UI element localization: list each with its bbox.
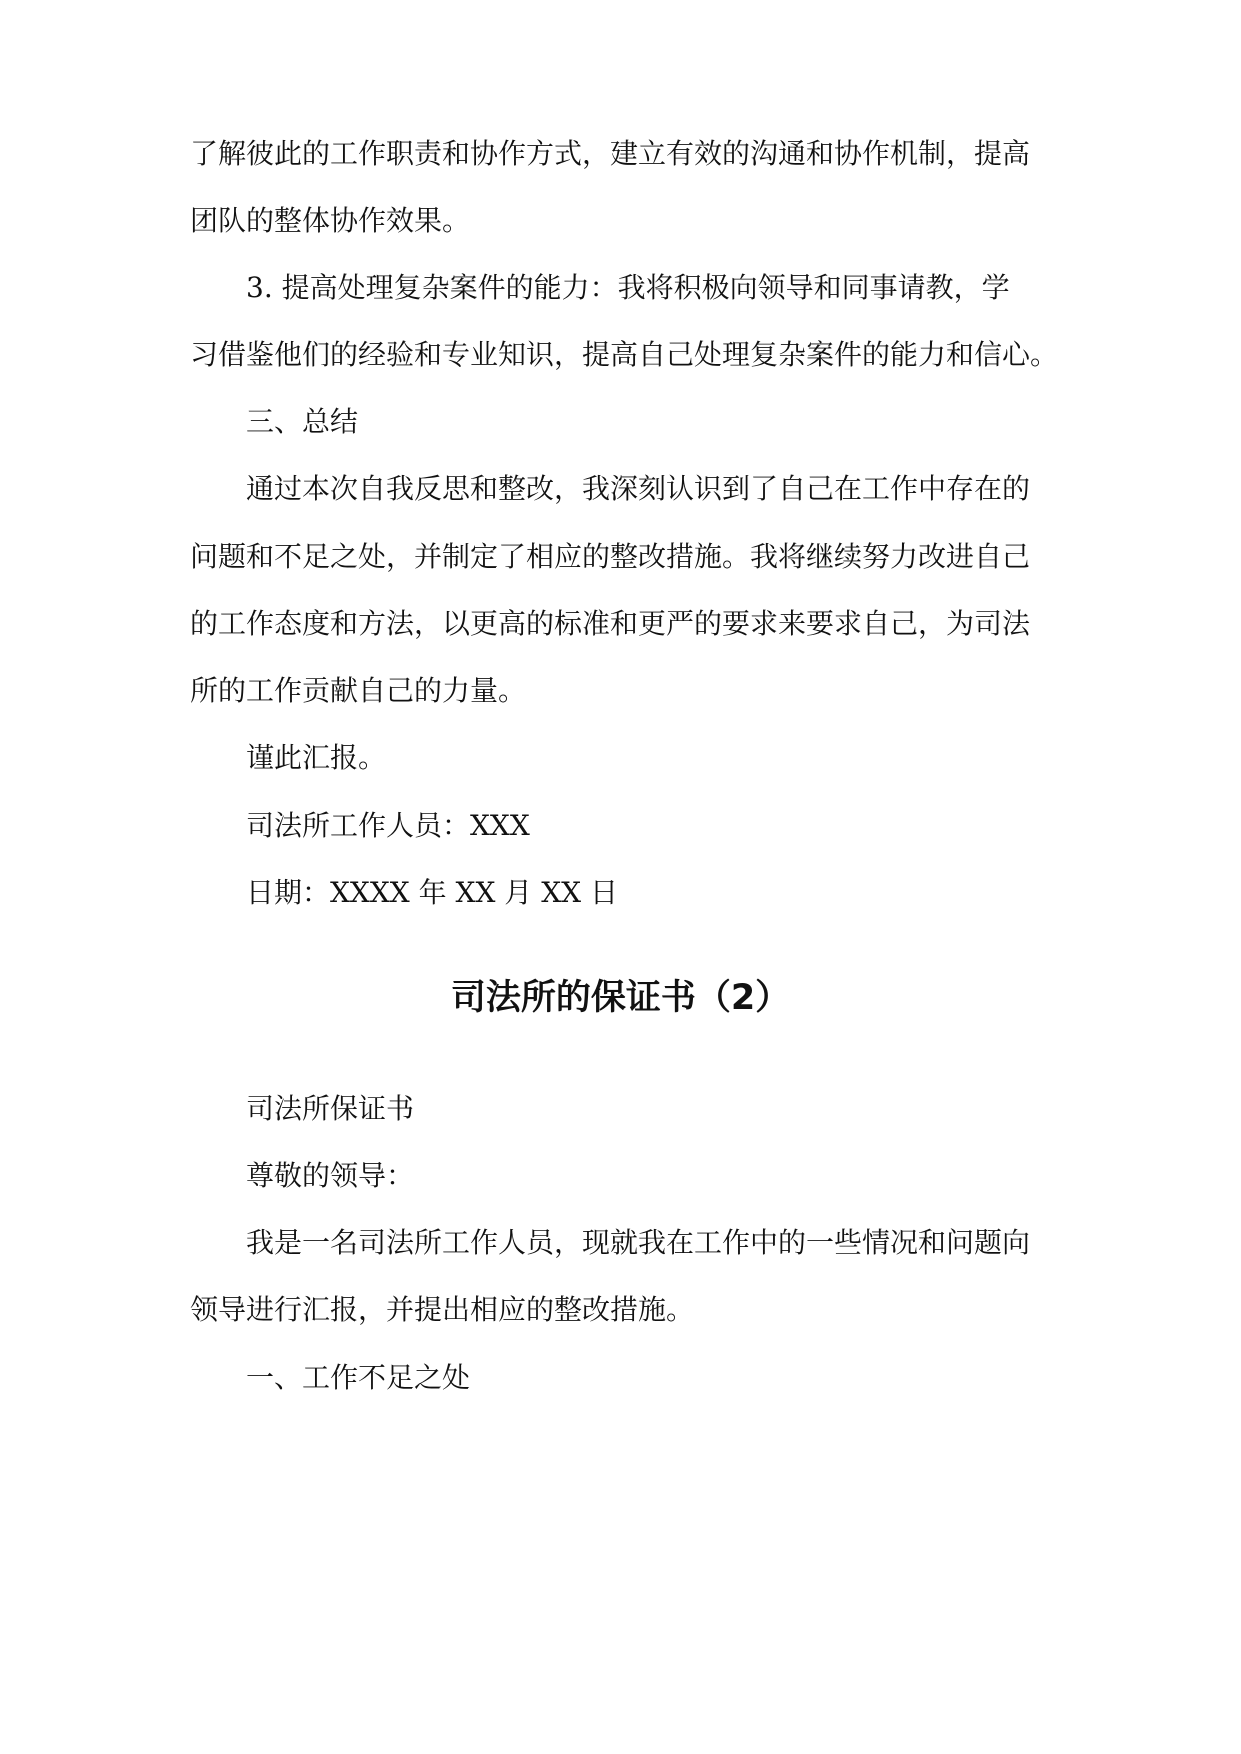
section-title: 司法所的保证书（2） [450, 978, 791, 1018]
paragraph-line: 了解彼此的工作职责和协作方式，建立有效的沟通和协作机制，提高 [190, 137, 1031, 170]
date-line: 日期：XXXX 年 XX 月 XX 日 [246, 876, 618, 909]
paragraph-line: 所的工作贡献自己的力量。 [190, 674, 527, 707]
salutation: 尊敬的领导： [246, 1159, 415, 1192]
paragraph-line: 团队的整体协作效果。 [190, 204, 471, 237]
signature-line: 司法所工作人员：XXX [246, 809, 530, 842]
paragraph-line: 领导进行汇报，并提出相应的整改措施。 [190, 1293, 695, 1326]
section-heading: 一、工作不足之处 [246, 1361, 471, 1394]
section-heading: 三、总结 [246, 405, 359, 438]
paragraph-line: 问题和不足之处，并制定了相应的整改措施。我将继续努力改进自己 [190, 540, 1031, 573]
paragraph-line: 3. 提高处理复杂案件的能力：我将积极向领导和同事请教，学 [246, 271, 1010, 304]
closing-line: 谨此汇报。 [246, 741, 387, 774]
paragraph-line: 我是一名司法所工作人员，现就我在工作中的一些情况和问题向 [246, 1226, 1031, 1259]
paragraph-line: 的工作态度和方法，以更高的标准和更严的要求来要求自己，为司法 [190, 607, 1031, 640]
paragraph-line: 习借鉴他们的经验和专业知识，提高自己处理复杂案件的能力和信心。 [190, 338, 1059, 371]
document-subtitle: 司法所保证书 [246, 1092, 415, 1125]
paragraph-line: 通过本次自我反思和整改，我深刻认识到了自己在工作中存在的 [246, 472, 1031, 505]
